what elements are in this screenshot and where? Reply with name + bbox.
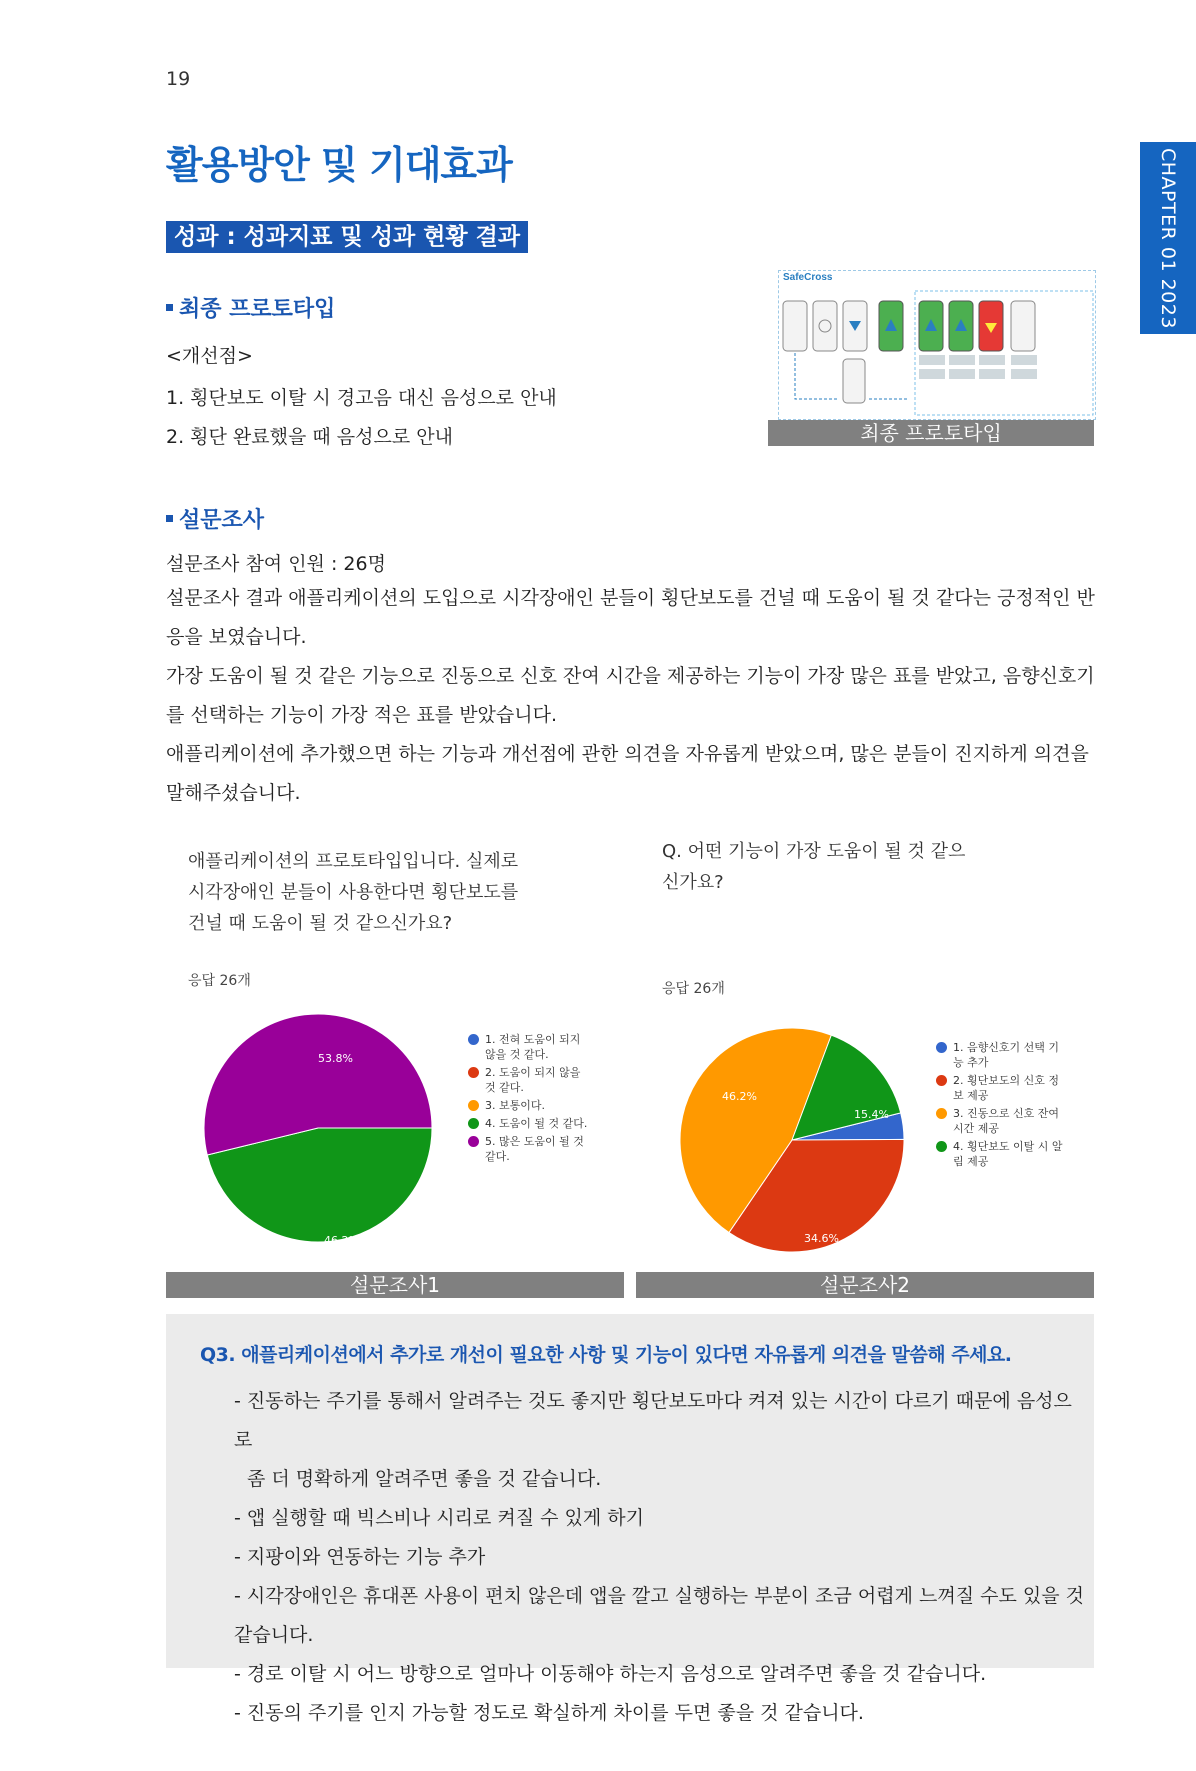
page-number: 19 <box>166 68 191 90</box>
improvement-item-1: 1. 횡단보도 이탈 시 경고음 대신 음성으로 안내 <box>166 387 557 409</box>
legend-dot-icon <box>468 1136 479 1147</box>
feedback-item-line: - 진동하는 주기를 통해서 알려주는 것도 좋지만 횡단보도마다 켜져 있는 시간이 다르기 때문에 음성으로 <box>234 1390 1072 1451</box>
chart1-legend-item-4 <box>468 1116 588 1131</box>
legend-label: 3. 진동으로 신호 잔여 시간 제공 <box>953 1107 1059 1135</box>
chart1-question: 애플리케이션의 프로토타입입니다. 실제로 시각장애인 분들이 사용한다면 횡단보도를 건널 때 도움이 될 것 같으신가요? <box>188 851 519 934</box>
phone-screens <box>783 301 1035 403</box>
feedback-item: - 지팡이와 연동하는 기능 추가 <box>234 1546 486 1568</box>
chart1-response-count: 응답 26개 <box>188 973 251 989</box>
legend-dot-icon <box>468 1118 479 1129</box>
chart1-legend-item-1 <box>468 1032 588 1062</box>
chart1-legend <box>468 1032 588 1167</box>
chart2-label-46-2: 46.2% <box>722 1090 757 1103</box>
section-heading-bar: 성과 : 성과지표 및 성과 현황 결과 <box>166 221 528 253</box>
legend-label: 5. 많은 도움이 될 것 같다. <box>485 1135 584 1163</box>
legend-dot-icon <box>936 1042 947 1053</box>
legend-label: 1. 전혀 도움이 되지 않을 것 같다. <box>485 1033 581 1061</box>
chart1-legend-item-5 <box>468 1134 588 1164</box>
legend-dot-icon <box>468 1067 479 1078</box>
chart1-label-46-2: 46.2% <box>324 1234 359 1247</box>
chart1-legend-item-2 <box>468 1065 588 1095</box>
legend-label: 1. 음향신호기 선택 기능 추가 <box>953 1041 1059 1069</box>
survey-heading <box>166 503 264 534</box>
feedback-item: - 시각장애인은 휴대폰 사용이 편치 않은데 앱을 깔고 실행하는 부분이 조금 어렵게 느껴질 수도 있을 것 같습니다. <box>234 1585 1084 1646</box>
safecross-logo: SafeCross <box>783 272 833 283</box>
chart2-legend-item-4 <box>936 1139 1066 1169</box>
chart1-label-53-8: 53.8% <box>318 1052 353 1065</box>
prototype-image <box>778 270 1096 420</box>
feedback-question: Q3. 애플리케이션에서 추가로 개선이 필요한 사항 및 기능이 있다면 자유롭게 의견을 말씀해 주세요. <box>200 1344 1012 1366</box>
survey-participants: 설문조사 참여 인원 : 26명 <box>166 553 386 575</box>
prototype-heading-text: 최종 프로토타입 <box>179 297 336 322</box>
chapter-side-tab <box>1140 142 1196 334</box>
legend-label: 4. 도움이 될 것 같다. <box>485 1117 588 1130</box>
legend-label: 2. 도움이 되지 않을 것 같다. <box>485 1066 581 1094</box>
chart2-label-15-4: 15.4% <box>854 1108 889 1121</box>
bullet-square-icon <box>166 304 173 311</box>
chart2-legend <box>936 1040 1066 1172</box>
feedback-item-continuation: 좀 더 명확하게 알려주면 좋을 것 같습니다. <box>247 1468 602 1490</box>
survey-heading-text: 설문조사 <box>179 508 265 533</box>
feedback-item: - 경로 이탈 시 어느 방향으로 얼마나 이동해야 하는지 음성으로 알려주면 좋을 것 같습니다. <box>234 1663 987 1685</box>
chart1-pie <box>200 1010 460 1270</box>
legend-dot-icon <box>936 1108 947 1119</box>
chapter-label: CHAPTER 01 2023 <box>1157 147 1179 329</box>
legend-dot-icon <box>468 1100 479 1111</box>
legend-label: 4. 횡단보도 이탈 시 알림 제공 <box>953 1140 1063 1168</box>
prototype-heading <box>166 292 335 323</box>
chart1-caption: 설문조사1 <box>166 1272 624 1298</box>
feedback-item: - 진동의 주기를 인지 가능할 정도로 확실하게 차이를 두면 좋을 것 같습니다. <box>234 1702 864 1724</box>
survey-paragraph-3: 애플리케이션에 추가했으면 하는 기능과 개선점에 관한 의견을 자유롭게 받았으며, 많은 분들이 진지하게 의견을 말해주셨습니다. <box>166 743 1089 804</box>
chart2-legend-item-3 <box>936 1106 1066 1136</box>
chart2-label-34-6: 34.6% <box>804 1232 839 1245</box>
page-title: 활용방안 및 기대효과 <box>166 143 512 187</box>
prototype-diagram <box>779 271 1095 419</box>
chart2-response-count: 응답 26개 <box>662 981 725 997</box>
legend-dot-icon <box>936 1141 947 1152</box>
feedback-item: - 앱 실행할 때 빅스비나 시리로 켜질 수 있게 하기 <box>234 1507 644 1529</box>
chart2-caption: 설문조사2 <box>636 1272 1094 1298</box>
survey-paragraph-2: 가장 도움이 될 것 같은 기능으로 진동으로 신호 잔여 시간을 제공하는 기능이 가장 많은 표를 받았고, 음향신호기를 선택하는 기능이 가장 적은 표를 받았습니다. <box>166 665 1095 726</box>
prototype-caption: 최종 프로토타입 <box>768 420 1094 446</box>
legend-dot-icon <box>936 1075 947 1086</box>
survey-paragraph-1: 설문조사 결과 애플리케이션의 도입으로 시각장애인 분들이 횡단보도를 건널 때 도움이 될 것 같다는 긍정적인 반응을 보였습니다. <box>166 587 1095 648</box>
chart2-legend-item-2 <box>936 1073 1066 1103</box>
improvements-label: <개선점> <box>166 345 253 367</box>
legend-label: 2. 횡단보도의 신호 정보 제공 <box>953 1074 1059 1102</box>
chart1-legend-item-3 <box>468 1098 588 1113</box>
chart2-question: Q. 어떤 기능이 가장 도움이 될 것 같으신가요? <box>662 841 966 893</box>
chart2-legend-item-1 <box>936 1040 1066 1070</box>
feedback-item <box>234 1382 1084 1499</box>
improvement-item-2: 2. 횡단 완료했을 때 음성으로 안내 <box>166 426 453 448</box>
legend-label: 3. 보통이다. <box>485 1099 545 1112</box>
diagram-notes <box>919 355 1037 379</box>
feedback-list <box>234 1382 1084 1733</box>
legend-dot-icon <box>468 1034 479 1045</box>
bullet-square-icon <box>166 515 173 522</box>
chart2-pie <box>678 1026 918 1266</box>
